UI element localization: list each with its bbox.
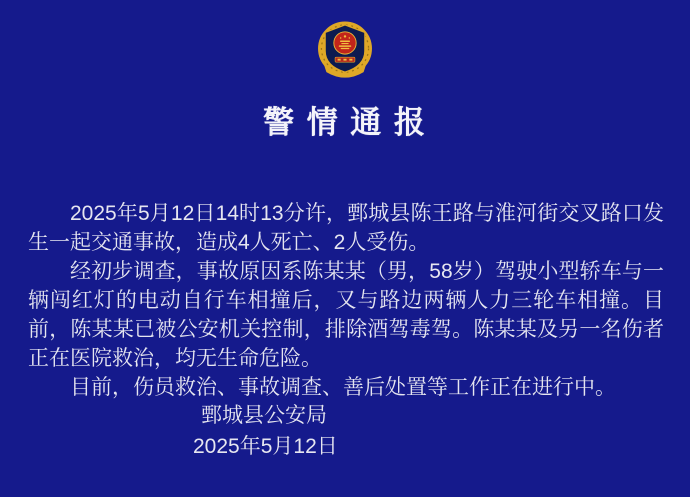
issue-date: 2025年5月12日 xyxy=(193,435,338,458)
notice-paragraph-1: 2025年5月12日14时13分许，鄄城县陈王路与淮河街交叉路口发生一起交通事故，造成4人死亡、2人受伤。 xyxy=(28,202,664,254)
notice-body xyxy=(28,199,664,402)
police-badge-icon xyxy=(314,20,376,82)
signature-block xyxy=(193,400,338,462)
notice-title: 警 情 通 报 xyxy=(263,105,427,140)
notice-paragraph-2: 经初步调查，事故原因系陈某某（男，58岁）驾驶小型轿车与一辆闯红灯的电动自行车相撞后，又与路边两辆人力三轮车相撞。目前，陈某某已被公安机关控制，排除酒驾毒驾。陈某某及另一名伤者正在医院救治，均无生命危险。 xyxy=(28,260,664,370)
notice-paragraph-3: 目前，伤员救治、事故调查、善后处置等工作正在进行中。 xyxy=(70,376,616,399)
issuer-name: 鄄城县公安局 xyxy=(201,404,327,427)
